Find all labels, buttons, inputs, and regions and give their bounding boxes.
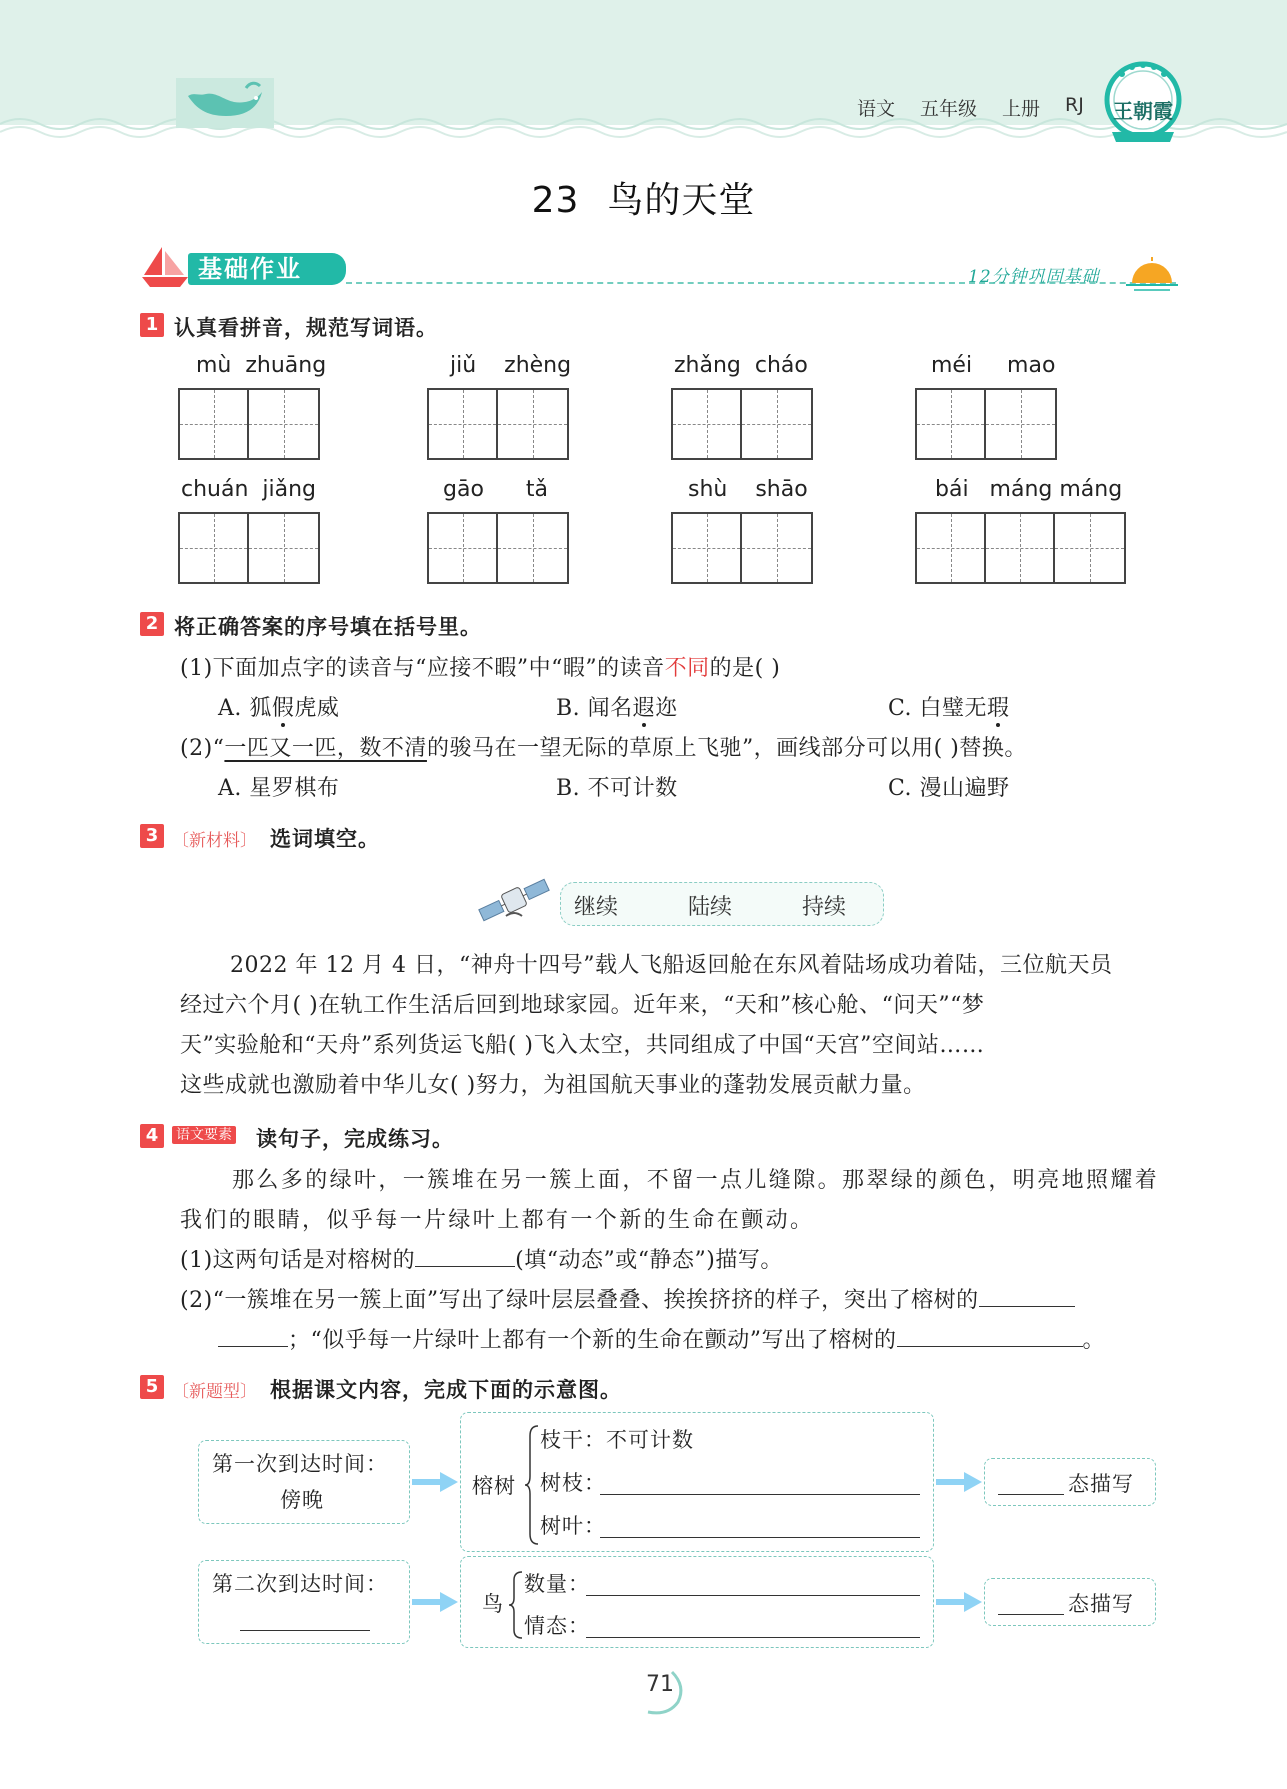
q2-s2-text-a: (2)“ <box>180 736 225 761</box>
q4-question-1 <box>180 1243 783 1274</box>
q1-pinyin-2: jiǔ zhèng <box>450 353 572 378</box>
q4-number: 4 <box>140 1124 164 1148</box>
q1-number: 1 <box>140 313 164 337</box>
q1-pinyin-7: shù shāo <box>688 477 808 502</box>
q3-word-1: 继续 <box>574 895 619 920</box>
lesson-title <box>0 172 1287 223</box>
q2-s1-option-a[interactable] <box>218 691 339 722</box>
q2-s1-text-b: 的是( ) <box>709 656 781 681</box>
grid-cell[interactable] <box>249 514 318 582</box>
bird-desc-blank[interactable] <box>998 1614 1064 1615</box>
q1-pinyin-6: gāo tǎ <box>443 477 548 502</box>
section-time-note: 12分钟巩固基础 <box>968 267 1100 287</box>
q4-s1-text-a: (1)这两句话是对榕树的 <box>180 1248 416 1273</box>
brace-icon <box>524 1424 540 1546</box>
q1-grid-7[interactable] <box>671 512 813 584</box>
grid-cell[interactable] <box>986 514 1055 582</box>
bird-label: 鸟 <box>482 1592 504 1616</box>
q4-question-2-cont <box>218 1323 1105 1354</box>
arrow-right-icon <box>412 1472 458 1492</box>
q2-s1-text-a: (1)下面加点字的读音与“应接不暇”中“暇”的读音 <box>180 656 665 681</box>
page-number: 71 <box>646 1672 674 1697</box>
dotted-char: 假 <box>271 696 295 721</box>
q3-passage-line-3: 天”实验舱和“天舟”系列货运飞船( )飞入太空，共同组成了中国“天宫”空间站…… <box>180 1033 985 1058</box>
q4-tag-label: 语文要素 <box>172 1126 236 1144</box>
grid-cell[interactable] <box>249 390 318 458</box>
q2-prompt: 将正确答案的序号填在括号里。 <box>174 615 482 639</box>
grid-cell[interactable] <box>180 390 249 458</box>
bird-count-label: 数量： <box>524 1572 590 1596</box>
q5-tag: 〔新题型〕 <box>172 1382 257 1402</box>
grid-cell[interactable] <box>1055 514 1124 582</box>
arrow-right-icon <box>936 1592 982 1612</box>
grid-cell[interactable] <box>986 390 1055 458</box>
q4-s2-blank-1b[interactable] <box>218 1324 288 1347</box>
option-text: B. 闻名 <box>556 696 633 721</box>
q1-grid-3[interactable] <box>671 388 813 460</box>
dotted-char: 遐 <box>632 696 656 721</box>
q2-s2-option-c[interactable]: C. 漫山遍野 <box>888 776 1010 801</box>
bird-count-blank[interactable] <box>586 1595 920 1596</box>
q4-s2-blank-1a[interactable] <box>979 1284 1075 1307</box>
grid-cell[interactable] <box>498 514 567 582</box>
q3-passage-line-1: 2022 年 12 月 4 日，“神舟十四号”载人飞船返回舱在东风着陆场成功着陆，三位航天员 <box>230 953 1113 978</box>
q2-question-2 <box>180 731 1027 762</box>
header-edition: RJ <box>1065 94 1084 116</box>
q1-pinyin-4: méi mao <box>931 353 1056 378</box>
q2-s1-option-c[interactable] <box>888 691 1010 722</box>
q2-s1-emphasis: 不同 <box>664 656 710 681</box>
q1-prompt: 认真看拼音，规范写词语。 <box>174 316 438 340</box>
sunrise-icon <box>1124 255 1180 293</box>
grid-cell[interactable] <box>673 514 742 582</box>
lesson-name: 鸟的天堂 <box>607 180 756 221</box>
arrow-right-icon <box>412 1592 458 1612</box>
q3-word-3: 持续 <box>802 895 847 920</box>
q1-grid-6[interactable] <box>427 512 569 584</box>
banyan-branch-label: 树枝： <box>540 1471 606 1495</box>
q4-question-2 <box>180 1283 1075 1314</box>
q2-question-1 <box>180 651 780 682</box>
arrow-right-icon <box>936 1472 982 1492</box>
q1-pinyin-8: bái máng máng <box>935 477 1123 502</box>
q5-number: 5 <box>140 1375 164 1399</box>
banyan-desc-blank[interactable] <box>998 1494 1064 1495</box>
option-text: A. 狐 <box>218 696 272 721</box>
dotted-char: 瑕 <box>987 696 1010 721</box>
brace-icon <box>508 1570 524 1640</box>
q4-s1-blank[interactable] <box>415 1244 515 1267</box>
q4-s2-text-c: 。 <box>1082 1328 1106 1353</box>
section-banner: 基础作业 <box>188 253 346 285</box>
q1-grid-2[interactable] <box>427 388 569 460</box>
q4-s2-text-a: (2)“一簇堆在另一簇上面”写出了绿叶层层叠叠、挨挨挤挤的样子，突出了榕树的 <box>180 1288 979 1313</box>
q2-number: 2 <box>140 612 164 636</box>
header-grade: 五年级 <box>920 98 978 120</box>
q3-prompt: 选词填空。 <box>270 827 380 851</box>
first-arrival-value: 傍晚 <box>280 1488 324 1512</box>
grid-cell[interactable] <box>498 390 567 458</box>
q3-word-2: 陆续 <box>688 895 733 920</box>
lesson-number: 23 <box>531 180 580 221</box>
q4-prompt: 读句子，完成练习。 <box>256 1127 454 1151</box>
banyan-desc-label: 态描写 <box>1068 1472 1134 1496</box>
header-volume: 上册 <box>1002 98 1041 120</box>
whale-icon <box>176 78 274 128</box>
q1-pinyin-5: chuán jiǎng <box>181 477 317 502</box>
second-arrival-label: 第二次到达时间： <box>212 1572 388 1596</box>
q2-s2-text-b: 的骏马在一望无际的草原上飞驰”，画线部分可以用( )替换。 <box>426 736 1027 761</box>
header-subject: 语文 <box>857 98 896 120</box>
q1-grid-1[interactable] <box>178 388 320 460</box>
banyan-leaf-blank[interactable] <box>600 1537 920 1538</box>
first-arrival-label: 第一次到达时间： <box>212 1452 388 1476</box>
brand-name: 王朝霞 <box>1113 99 1173 123</box>
q1-grid-4[interactable] <box>915 388 1057 460</box>
q1-pinyin-3: zhǎng cháo <box>674 353 808 378</box>
grid-cell[interactable] <box>429 390 498 458</box>
q3-tag: 〔新材料〕 <box>172 831 257 851</box>
q3-passage-line-2: 经过六个月( )在轨工作生活后回到地球家园。近年来，“天和”核心舱、“问天”“梦 <box>180 993 985 1018</box>
q3-number: 3 <box>140 824 164 848</box>
grid-cell[interactable] <box>673 390 742 458</box>
sailboat-icon <box>140 245 190 289</box>
option-text: C. 白璧无 <box>888 696 988 721</box>
q5-prompt: 根据课文内容，完成下面的示意图。 <box>270 1378 622 1402</box>
bird-mood-label: 情态： <box>524 1614 590 1638</box>
q4-s1-text-b: (填“动态”或“静态”)描写。 <box>515 1248 783 1273</box>
q1-pinyin-1: mù zhuāng <box>196 353 327 378</box>
banyan-label: 榕树 <box>472 1474 516 1498</box>
grid-cell[interactable] <box>180 514 249 582</box>
q4-s2-blank-2[interactable] <box>897 1324 1083 1347</box>
grid-cell[interactable] <box>429 514 498 582</box>
q4-passage-line-2: 我们的眼睛，似乎每一片绿叶上都有一个新的生命在颤动。 <box>180 1208 815 1233</box>
q3-passage-line-4: 这些成就也激励着中华儿女( )努力，为祖国航天事业的蓬勃发展贡献力量。 <box>180 1073 926 1098</box>
q2-s1-option-b[interactable] <box>556 691 678 722</box>
second-arrival-blank[interactable] <box>240 1630 370 1631</box>
grid-cell[interactable] <box>917 390 986 458</box>
grid-cell[interactable] <box>742 514 811 582</box>
option-text: 虎威 <box>294 696 340 721</box>
q4-s2-text-b: ；“似乎每一片绿叶上都有一个新的生命在颤动”写出了榕树的 <box>288 1328 897 1353</box>
grid-cell[interactable] <box>917 514 986 582</box>
banyan-leaf-label: 树叶： <box>540 1514 606 1538</box>
q1-grid-5[interactable] <box>178 512 320 584</box>
q2-s2-underlined: 一匹又一匹，数不清 <box>224 736 427 761</box>
q4-passage-line-1: 那么多的绿叶，一簇堆在另一簇上面，不留一点儿缝隙。那翠绿的颜色，明亮地照耀着 <box>232 1168 1160 1193</box>
q1-grid-8[interactable] <box>915 512 1126 584</box>
bird-mood-blank[interactable] <box>586 1637 920 1638</box>
banyan-trunk: 枝干：不可计数 <box>540 1428 694 1452</box>
banyan-branch-blank[interactable] <box>600 1494 920 1495</box>
grid-cell[interactable] <box>742 390 811 458</box>
option-text: 迩 <box>655 696 678 721</box>
q2-s2-option-a[interactable]: A. 星罗棋布 <box>218 776 340 801</box>
q4-tag <box>172 1124 236 1144</box>
satellite-icon <box>476 872 552 928</box>
q2-s2-option-b[interactable]: B. 不可计数 <box>556 776 678 801</box>
bird-desc-label: 态描写 <box>1068 1592 1134 1616</box>
